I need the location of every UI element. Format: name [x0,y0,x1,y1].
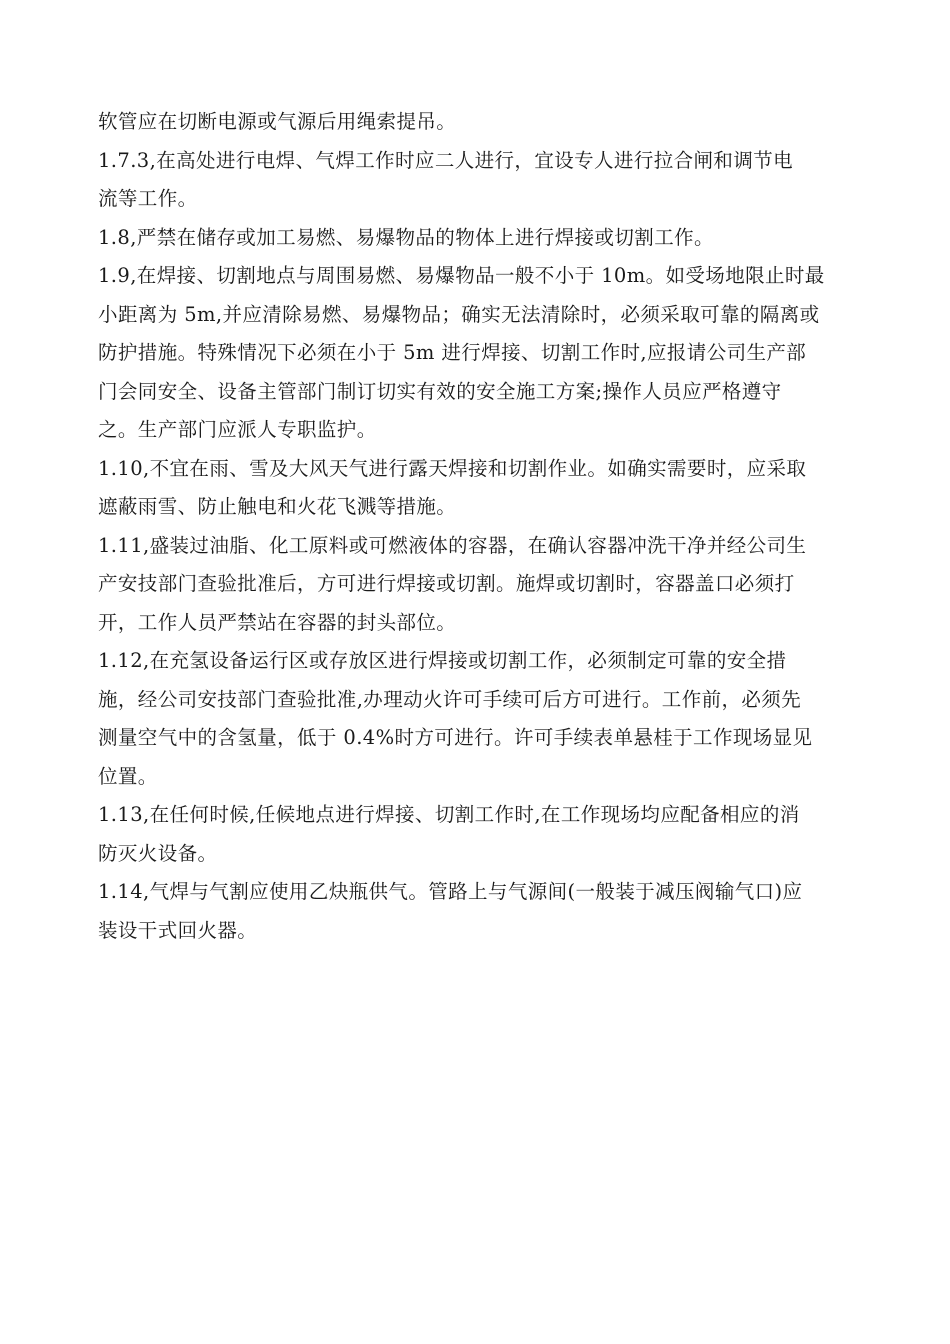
paragraph [98,642,838,796]
text-line: 测量空气中的含氢量，低于 0.4%时方可进行。许可手续表单悬桂于工作现场显见 [98,726,813,749]
text-line: 1.12,在充氢设备运行区或存放区进行焊接或切割工作，必须制定可靠的安全措 [98,649,787,672]
text-line: 产安技部门查验批准后，方可进行焊接或切割。施焊或切割时，容器盖口必须打 [98,572,795,595]
paragraph [98,219,838,258]
text-line: 小距离为 5m,并应清除易燃、易爆物品；确实无法清除时，必须采取可靠的隔离或 [98,302,820,326]
text-line: 流等工作。 [98,187,198,210]
paragraph [98,796,838,873]
paragraph [98,450,838,527]
text-line: 施，经公司安技部门查验批准,办理动火许可手续可后方可进行。工作前，必须先 [98,687,802,711]
text-line: 1.14,气焊与气割应使用乙炔瓶供气。管路上与气源间(一般装于减压阀输气口)应 [98,880,803,903]
text-line: 开，工作人员严禁站在容器的封头部位。 [98,610,457,634]
paragraph [98,103,838,142]
text-line: 门会同安全、设备主管部门制订切实有效的安全施工方案;操作人员应严格遵守 [98,379,782,403]
text-line: 位置。 [98,764,158,788]
paragraph [98,257,838,450]
text-line: 1.8,严禁在储存或加工易燃、易爆物品的物体上进行焊接或切割工作。 [98,225,714,249]
text-line: 1.7.3,在高处进行电焊、气焊工作时应二人进行，宜设专人进行拉合闸和调节电 [98,148,794,172]
text-line: 装设干式回火器。 [98,918,258,942]
text-line: 1.11,盛装过油脂、化工原料或可燃液体的容器，在确认容器冲洗干净并经公司生 [98,533,807,557]
text-line: 遮蔽雨雪、防止触电和火花飞溅等措施。 [98,495,457,518]
document-body [98,103,838,950]
paragraph [98,142,838,219]
paragraph [98,527,838,643]
text-line: 之。生产部门应派人专职监护。 [98,418,377,441]
paragraph [98,873,838,950]
text-line: 1.10,不宜在雨、雪及大风天气进行露天焊接和切割作业。如确实需要时，应采取 [98,456,807,480]
text-line: 1.9,在焊接、切割地点与周围易燃、易爆物品一般不小于 10m。如受场地限止时最 [98,264,825,287]
text-line: 防灭火设备。 [98,841,218,865]
text-line: 软管应在切断电源或气源后用绳索提吊。 [98,110,457,133]
text-line: 1.13,在任何时候,任候地点进行焊接、切割工作时,在工作现场均应配备相应的消 [98,803,800,826]
text-line: 防护措施。特殊情况下必须在小于 5m 进行焊接、切割工作时,应报请公司生产部 [98,341,807,364]
